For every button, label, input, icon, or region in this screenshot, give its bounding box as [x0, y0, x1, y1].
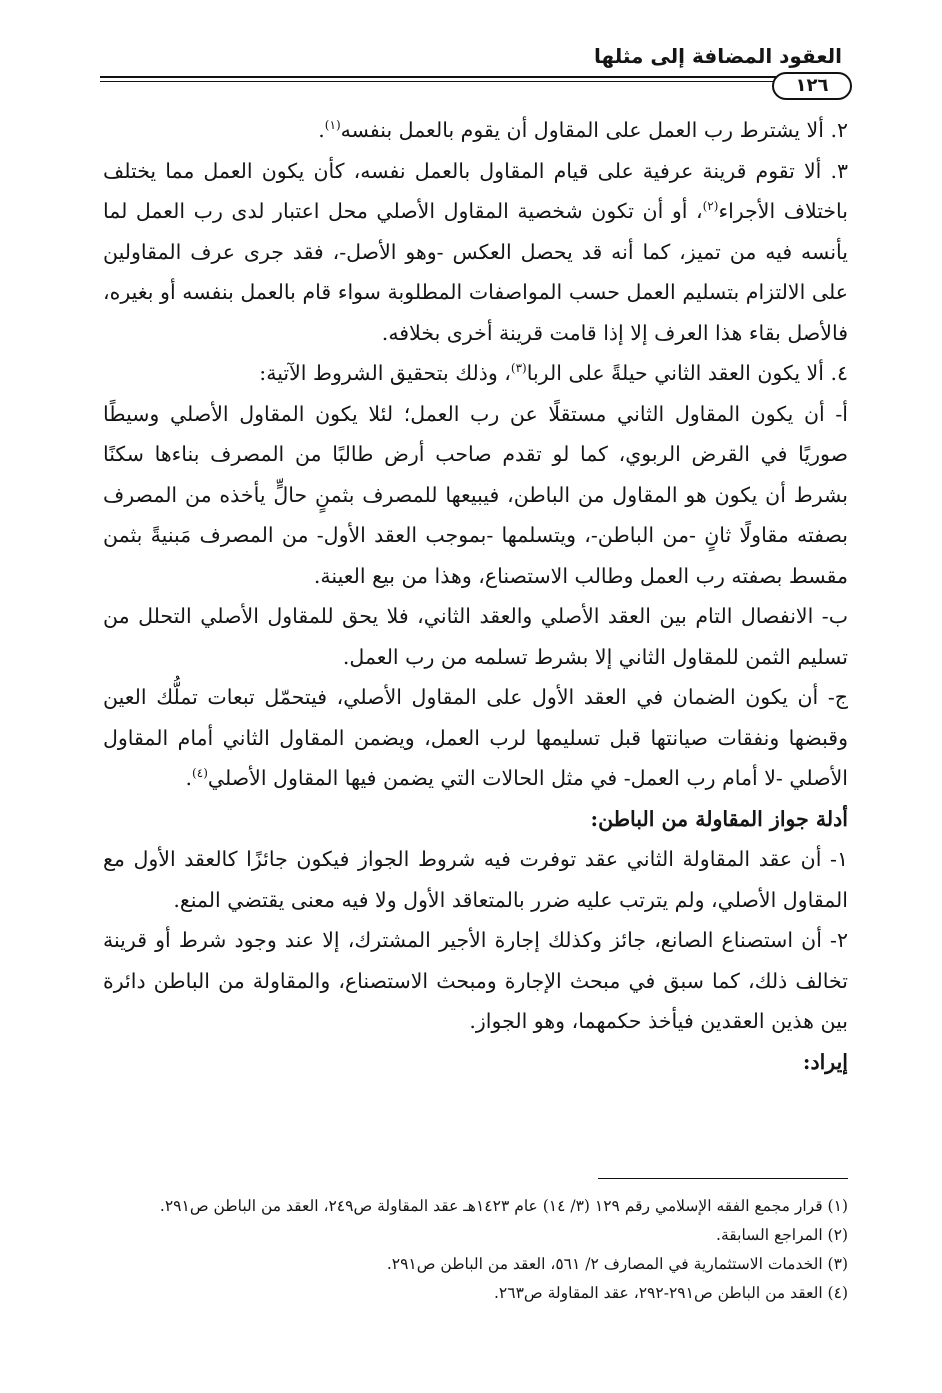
heading-objection: إيراد: [802, 1049, 848, 1074]
footnote-4: (٤) العقد من الباطن ص٢٩١-٢٩٢، عقد المقاولة ص٢٦٣. [493, 1284, 848, 1302]
footnote-2: (٢) المراجع السابقة. [716, 1226, 848, 1244]
paragraph-evidence-1: ١- أن عقد المقاولة الثاني عقد توفرت فيه شروط الجواز فيكون جائزًا كالعقد الأول مع المقاول الأصلي، ولم يترتب عليه ضرر بالمتعاقد الأول ولا فيه معنى يقتضي المنع. [103, 847, 848, 912]
heading-evidence: أدلة جواز المقاولة من الباطن: [590, 806, 848, 831]
footnote-ref-1: (١) [324, 118, 341, 133]
header-rule [100, 76, 846, 78]
paragraph-sub-a: أ- أن يكون المقاول الثاني مستقلًا عن رب العمل؛ لئلا يكون المقاول الأصلي وسيطًا صوريًا في القرض الربوي، كما لو تقدم صاحب أرض طالبًا من المصرف بناءها سكنًا بشرط أن يكون هو المقاول من الباطن، فيبيعها للمصرف بثمنٍ حالٍّ يأخذه من المصرف بصفته مقاولًا ثانٍ -من الباطن-، ويتسلمها -بموجب العقد الأول- من المصرف مَبنيةً بثمن مقسط بصفته رب العمل وطالب الاستصناع، وهذا من بيع العينة. [103, 401, 848, 588]
page-number: ١٢٦ [772, 72, 852, 100]
paragraph-sub-c: ج- أن يكون الضمان في العقد الأول على المقاول الأصلي، فيتحمّل تبعات تملُّك العين وقبضها ونفقات صيانتها قبل تسليمها لرب العمل، ويضمن المقاول الثاني أمام المقاول الأصلي -لا أمام رب العمل- في مثل الحالات التي يضمن فيها المقاول الأصلي$^{(٤)}$. [103, 685, 848, 790]
paragraph-condition-4: ٤. ألا يكون العقد الثاني حيلةً على الربا$^{(٣)}$، وذلك بتحقيق الشروط الآتية: [259, 361, 848, 385]
footnote-separator [598, 1178, 848, 1179]
footnote-ref-2: (٢) [702, 199, 719, 214]
paragraph-evidence-2: ٢- أن استصناع الصانع، جائز وكذلك إجارة الأجير المشترك، إلا عند وجود شرط أو قرينة تخالف ذلك، كما سبق في مبحث الإجارة ومبحث الاستصناع، والمقاولة من الباطن دائرة بين هذين العقدين فيأخذ حكمهما، وهو الجواز. [103, 928, 848, 1033]
paragraph-condition-2: ٢. ألا يشترط رب العمل على المقاول أن يقوم بالعمل بنفسه$^{(١)}$. [318, 118, 848, 142]
paragraph-condition-3: ٣. ألا تقوم قرينة عرفية على قيام المقاول بالعمل نفسه، كأن يكون العمل مما يختلف باختلاف الأجراء$^{(٢)}$، أو أن تكون شخصية المقاول الأصلي محل اعتبار لدى رب العمل لما يأنسه فيه من تميز، كما أنه قد يحصل العكس -وهو الأصل-، فقد جرى عرف المقاولين على الالتزام بتسليم العمل حسب المواصفات المطلوبة سواء قام بالعمل بنفسه أو بغيره، فالأصل بقاء هذا العرف إلا إذا قامت قرينة أخرى بخلافه. [103, 158, 848, 345]
paragraph-sub-b: ب- الانفصال التام بين العقد الأصلي والعقد الثاني، فلا يحق للمقاول الأصلي التحلل من تسليم الثمن للمقاول الثاني إلا بشرط تسلمه من رب العمل. [103, 604, 848, 669]
footnote-1: (١) قرار مجمع الفقه الإسلامي رقم ١٢٩ (٣/ ١٤) عام ١٤٢٣هـ عقد المقاولة ص٢٤٩، العقد من الباطن ص٢٩١. [159, 1197, 848, 1215]
footnote-ref-4: (٤) [192, 766, 208, 781]
footnote-3: (٣) الخدمات الاستثمارية في المصارف ٢/ ٥٦١، العقد من الباطن ص٢٩١. [386, 1255, 848, 1273]
header-rule-thin [100, 81, 846, 82]
running-title: العقود المضافة إلى مثلها [594, 44, 842, 68]
main-text [103, 110, 848, 1082]
footnotes [88, 1192, 848, 1308]
footnote-ref-3: (٣) [510, 361, 527, 376]
